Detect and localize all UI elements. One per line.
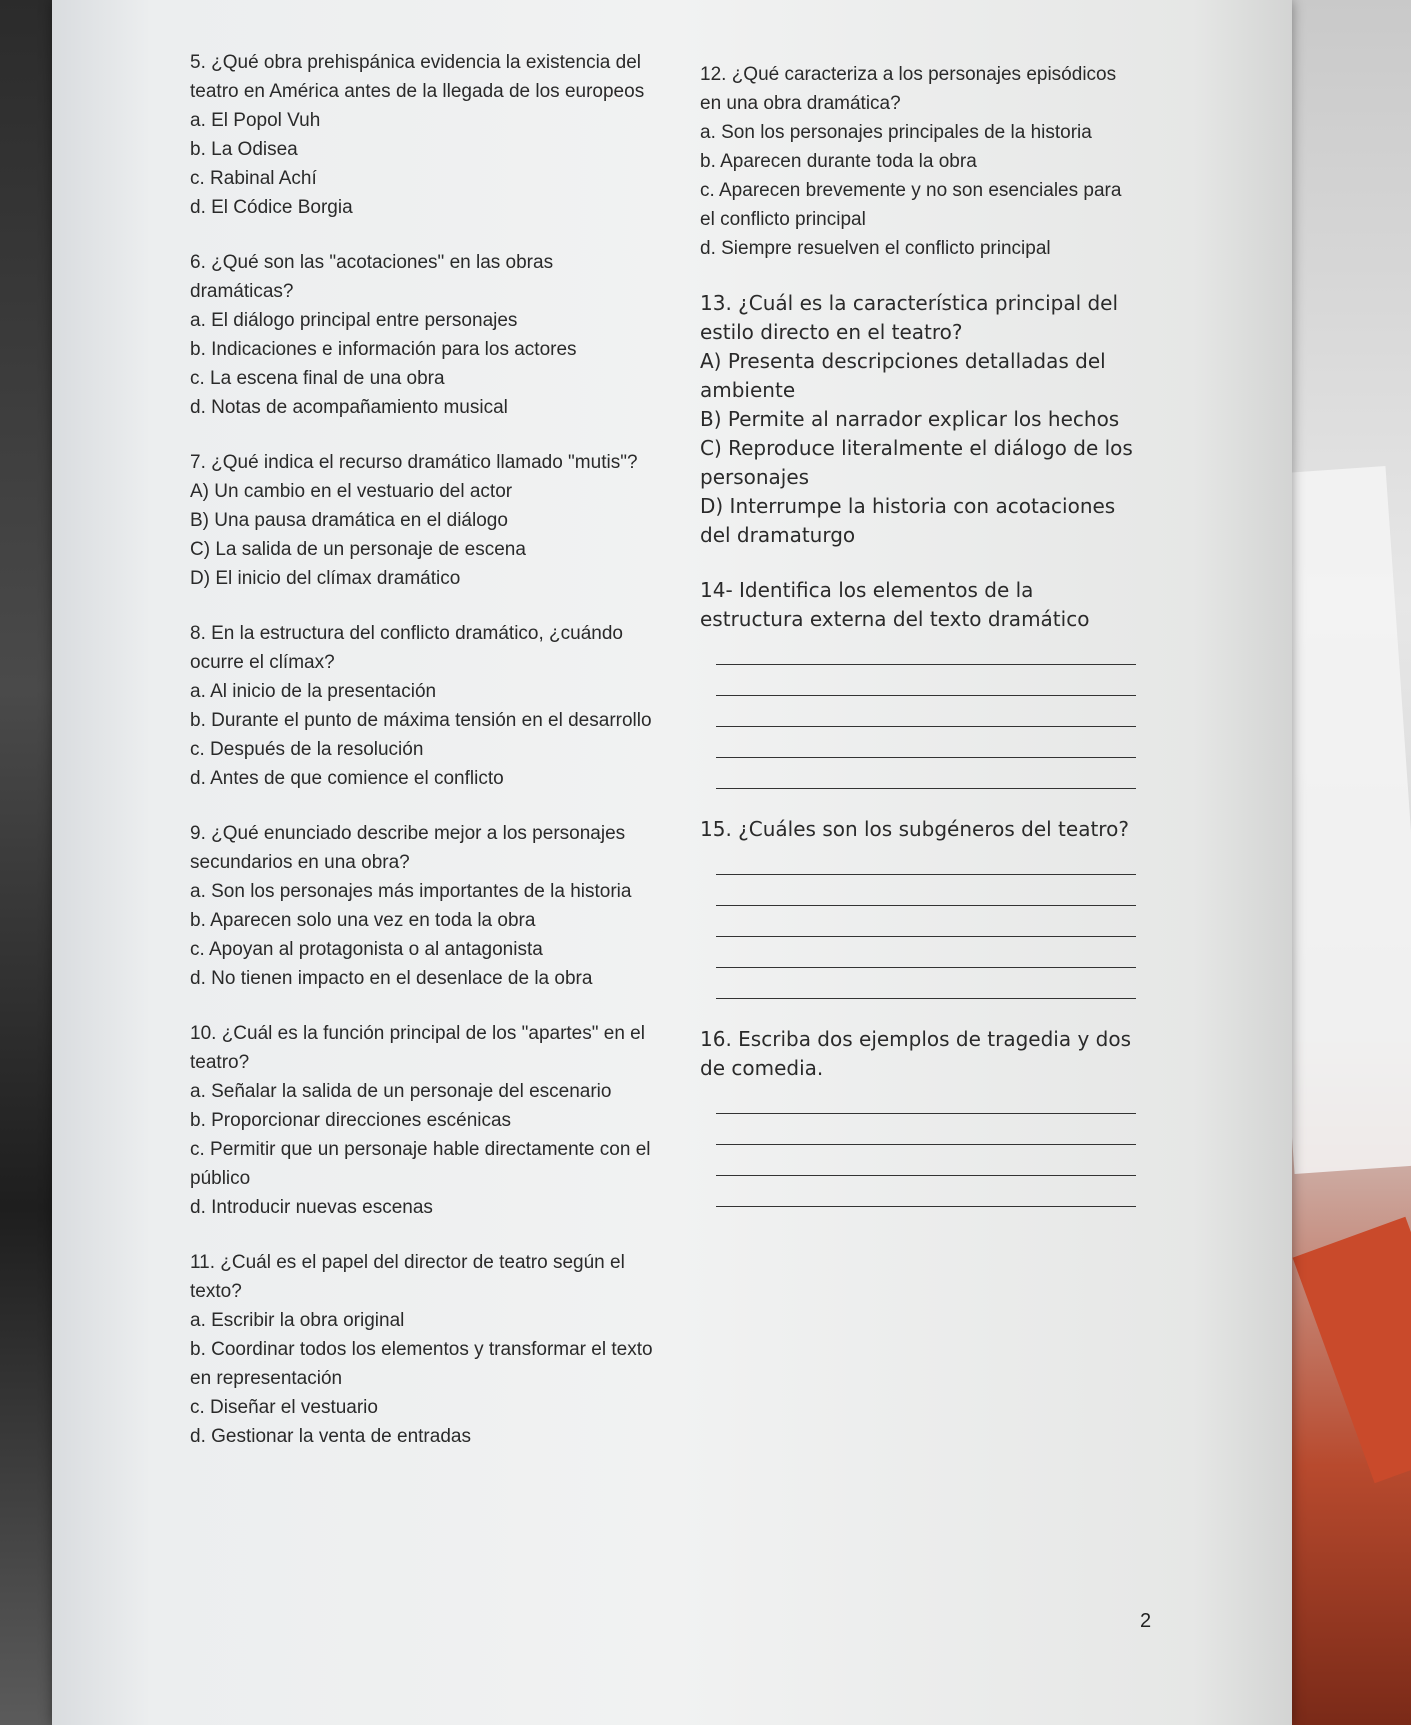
- answer-line[interactable]: [716, 665, 1136, 696]
- question-7: [190, 448, 660, 593]
- option: a. Son los personajes más importantes de la historia: [190, 881, 632, 902]
- question-13: [700, 289, 1140, 550]
- question-title: 11. ¿Cuál es el papel del director de teatro según el texto?: [190, 1252, 625, 1302]
- option: b. Proporcionar direcciones escénicas: [190, 1110, 512, 1131]
- question-9: [190, 819, 660, 993]
- answer-line[interactable]: [716, 906, 1136, 937]
- option: c. Después de la resolución: [190, 739, 424, 760]
- question-title: 15. ¿Cuáles son los subgéneros del teatro?: [700, 817, 1129, 841]
- option: d. Antes de que comience el conflicto: [190, 768, 504, 789]
- option: A) Presenta descripciones detalladas del ambiente: [700, 349, 1106, 402]
- question-title: 5. ¿Qué obra prehispánica evidencia la existencia del teatro en América antes de la llegada de los europeos: [190, 52, 645, 102]
- right-column: [700, 60, 1140, 1221]
- option: b. Aparecen solo una vez en toda la obra: [190, 910, 536, 931]
- option: c. Apoyan al protagonista o al antagonista: [190, 939, 543, 960]
- option: c. Diseñar el vestuario: [190, 1397, 378, 1418]
- answer-line[interactable]: [716, 968, 1136, 999]
- option: a. Señalar la salida de un personaje del escenario: [190, 1081, 612, 1102]
- option: d. No tienen impacto en el desenlace de la obra: [190, 968, 593, 989]
- page-number: 2: [1140, 1610, 1152, 1632]
- option: A) Un cambio en el vestuario del actor: [190, 481, 513, 502]
- question-10: [190, 1019, 660, 1222]
- question-11: [190, 1248, 660, 1451]
- answer-line[interactable]: [716, 875, 1136, 906]
- question-5: [190, 48, 660, 222]
- question-title: 14- Identifica los elementos de la estructura externa del texto dramático: [700, 578, 1090, 631]
- answer-line[interactable]: [716, 1114, 1136, 1145]
- question-title: 8. En la estructura del conflicto dramático, ¿cuándo ocurre el clímax?: [190, 623, 624, 673]
- answer-line[interactable]: [716, 844, 1136, 875]
- answer-line[interactable]: [716, 1176, 1136, 1207]
- question-8: [190, 619, 660, 793]
- question-title: 13. ¿Cuál es la característica principal del estilo directo en el teatro?: [700, 291, 1119, 344]
- question-15: [700, 815, 1140, 999]
- answer-line[interactable]: [716, 1083, 1136, 1114]
- answer-line[interactable]: [716, 1145, 1136, 1176]
- answer-line[interactable]: [716, 634, 1136, 665]
- question-14: [700, 576, 1140, 789]
- answer-line[interactable]: [716, 758, 1136, 789]
- answer-line[interactable]: [716, 727, 1136, 758]
- option: b. Durante el punto de máxima tensión en el desarrollo: [190, 710, 652, 731]
- question-12: [700, 60, 1140, 263]
- option: a. Escribir la obra original: [190, 1310, 405, 1331]
- question-title: 6. ¿Qué son las "acotaciones" en las obras dramáticas?: [190, 252, 554, 302]
- question-16: [700, 1025, 1140, 1207]
- answer-line[interactable]: [716, 937, 1136, 968]
- question-title: 16. Escriba dos ejemplos de tragedia y dos de comedia.: [700, 1027, 1132, 1080]
- option: D) Interrumpe la historia con acotaciones del dramaturgo: [700, 494, 1116, 547]
- option: d. Gestionar la venta de entradas: [190, 1426, 471, 1447]
- option: a. El Popol Vuh: [190, 110, 321, 131]
- option: B) Una pausa dramática en el diálogo: [190, 510, 508, 531]
- question-6: [190, 248, 660, 422]
- option: c. La escena final de una obra: [190, 368, 445, 389]
- option: d. Siempre resuelven el conflicto principal: [700, 238, 1051, 259]
- question-title: 9. ¿Qué enunciado describe mejor a los personajes secundarios en una obra?: [190, 823, 626, 873]
- option: b. Aparecen durante toda la obra: [700, 151, 977, 172]
- option: d. El Códice Borgia: [190, 197, 353, 218]
- option: a. El diálogo principal entre personajes: [190, 310, 518, 331]
- question-title: 12. ¿Qué caracteriza a los personajes episódicos en una obra dramática?: [700, 64, 1117, 114]
- option: b. La Odisea: [190, 139, 298, 160]
- option: b. Coordinar todos los elementos y transformar el texto en representación: [190, 1339, 653, 1389]
- option: D) El inicio del clímax dramático: [190, 568, 461, 589]
- option: c. Rabinal Achí: [190, 168, 317, 189]
- option: d. Notas de acompañamiento musical: [190, 397, 508, 418]
- option: b. Indicaciones e información para los actores: [190, 339, 577, 360]
- left-column: [190, 48, 660, 1465]
- question-title: 10. ¿Cuál es la función principal de los "apartes" en el teatro?: [190, 1023, 645, 1073]
- option: a. Son los personajes principales de la historia: [700, 122, 1092, 143]
- option: C) La salida de un personaje de escena: [190, 539, 526, 560]
- answer-line[interactable]: [716, 696, 1136, 727]
- option: d. Introducir nuevas escenas: [190, 1197, 433, 1218]
- option: c. Permitir que un personaje hable directamente con el público: [190, 1139, 651, 1189]
- option: B) Permite al narrador explicar los hechos: [700, 407, 1120, 431]
- question-title: 7. ¿Qué indica el recurso dramático llamado "mutis"?: [190, 452, 638, 473]
- option: c. Aparecen brevemente y no son esenciales para el conflicto principal: [700, 180, 1122, 230]
- option: C) Reproduce literalmente el diálogo de los personajes: [700, 436, 1133, 489]
- option: a. Al inicio de la presentación: [190, 681, 437, 702]
